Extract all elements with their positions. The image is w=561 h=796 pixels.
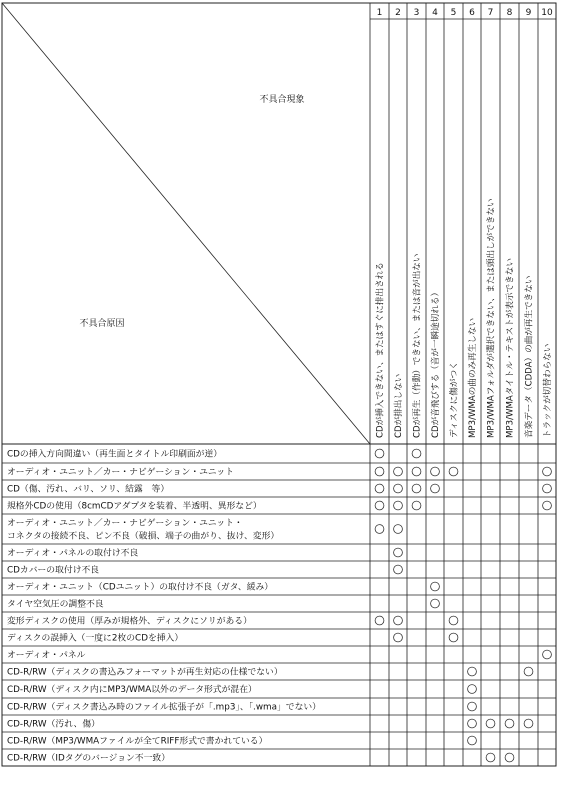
row-cause-label: CD-R/RW（ディスク内にMP3/WMA以外のデータ形式が混在） <box>7 685 257 696</box>
column-number: 1 <box>376 8 383 18</box>
mark-circle-icon <box>505 753 514 762</box>
mark-circle-icon <box>468 685 477 694</box>
mark-circle-icon <box>431 484 440 493</box>
mark-circle-icon <box>505 719 514 728</box>
column-phenomenon-label: MP3/WMAタイトル・テキストが表示できない <box>505 258 516 438</box>
column-phenomenon-label: CDが再生（作動）できない、または音が出ない <box>412 253 423 438</box>
mark-circle-icon <box>394 484 403 493</box>
mark-circle-icon <box>431 467 440 476</box>
mark-circle-icon <box>394 616 403 625</box>
row-cause-label: CD（傷、汚れ、バリ、ソリ、結露 等） <box>7 484 170 495</box>
row-cause-label: CD-R/RW（汚れ、傷） <box>7 719 100 730</box>
column-number: 3 <box>413 8 420 18</box>
mark-circle-icon <box>412 501 421 510</box>
row-cause-label: CDの挿入方向間違い（再生面とタイトル印刷面が逆） <box>7 449 223 460</box>
column-number: 10 <box>541 8 553 18</box>
mark-circle-icon <box>394 525 403 534</box>
mark-circle-icon <box>543 650 552 659</box>
row-cause-label: CD-R/RW（MP3/WMAファイルが全てRIFF形式で書かれている） <box>7 736 268 747</box>
column-phenomenon-label: CDが排出しない <box>394 373 405 438</box>
mark-circle-icon <box>543 484 552 493</box>
column-phenomenon-label: MP3/WMAの曲のみ再生しない <box>468 317 479 438</box>
mark-circle-icon <box>394 633 403 642</box>
column-number: 7 <box>487 8 494 18</box>
mark-circle-icon <box>412 484 421 493</box>
row-cause-label: CDカバーの取付け不良 <box>7 565 100 576</box>
mark-circle-icon <box>468 719 477 728</box>
row-cause-label: CD-R/RW（ディスク書込み時のファイル拡張子が「.mp3」、「.wma」でない） <box>7 702 321 713</box>
mark-circle-icon <box>449 616 458 625</box>
mark-circle-icon <box>468 702 477 711</box>
row-cause-label: コネクタの接続不良、ピン不良（破損、端子の曲がり、抜け、変形） <box>7 531 280 542</box>
mark-circle-icon <box>412 467 421 476</box>
column-phenomenon-label: MP3/WMAフォルダが選択できない、または頭出しができない <box>486 198 497 438</box>
mark-circle-icon <box>543 501 552 510</box>
row-cause-label: CD-R/RW（ディスクの書込みフォーマットが再生対応の仕様でない） <box>7 667 283 678</box>
mark-circle-icon <box>449 633 458 642</box>
column-phenomenon-label: トラックが切替わらない <box>543 343 554 438</box>
mark-circle-icon <box>468 667 477 676</box>
column-phenomenon-label: CDが音飛びする（音が一瞬途切れる） <box>431 287 442 438</box>
row-cause-label: 規格外CDの使用（8cmCDアダプタを装着、半透明、異形など） <box>7 501 262 512</box>
column-number: 6 <box>469 8 475 18</box>
mark-circle-icon <box>449 467 458 476</box>
mark-circle-icon <box>524 667 533 676</box>
corner-diagonal <box>2 3 370 444</box>
mark-circle-icon <box>431 582 440 591</box>
mark-circle-icon <box>375 501 384 510</box>
mark-circle-icon <box>375 449 384 458</box>
row-cause-label: オーディオ・ユニット／カー・ナビゲーション・ユニット・ <box>7 518 243 529</box>
mark-circle-icon <box>375 616 384 625</box>
mark-circle-icon <box>394 548 403 557</box>
mark-circle-icon <box>394 501 403 510</box>
mark-circle-icon <box>375 467 384 476</box>
column-number: 5 <box>450 8 457 18</box>
mark-circle-icon <box>486 753 495 762</box>
row-cause-label: ディスクの誤挿入（一度に2枚のCDを挿入） <box>7 633 184 644</box>
mark-circle-icon <box>468 736 477 745</box>
mark-circle-icon <box>412 449 421 458</box>
mark-circle-icon <box>524 719 533 728</box>
mark-circle-icon <box>543 467 552 476</box>
row-cause-label: オーディオ・ユニット（CDユニット）の取付け不良（ガタ、緩み） <box>7 582 274 593</box>
column-number: 9 <box>525 8 532 18</box>
mark-circle-icon <box>394 565 403 574</box>
column-phenomenon-label: 音楽データ（CDDA）の曲が再生できない <box>524 275 535 438</box>
corner-bottom-label: 不具合原因 <box>79 319 125 329</box>
mark-circle-icon <box>375 525 384 534</box>
corner-top-label: 不具合現象 <box>259 95 305 105</box>
mark-circle-icon <box>375 484 384 493</box>
row-cause-label: オーディオ・パネル <box>7 650 86 661</box>
column-number: 8 <box>506 8 513 18</box>
column-number: 4 <box>432 8 438 18</box>
mark-circle-icon <box>431 599 440 608</box>
column-number: 2 <box>395 8 401 18</box>
row-cause-label: オーディオ・パネルの取付け不良 <box>7 548 139 559</box>
mark-circle-icon <box>394 467 403 476</box>
column-phenomenon-label: ディスクに傷がつく <box>449 361 460 438</box>
mark-circle-icon <box>486 719 495 728</box>
column-phenomenon-label: CDが挿入できない、またはすぐに排出される <box>375 262 386 438</box>
row-cause-label: タイヤ空気圧の調整不良 <box>7 599 104 610</box>
row-cause-label: 変形ディスクの使用（厚みが規格外、ディスクにソリがある） <box>7 616 252 627</box>
row-cause-label: オーディオ・ユニット／カー・ナビゲーション・ユニット <box>7 467 234 478</box>
row-cause-label: CD-R/RW（IDタグのバージョン不一致） <box>7 753 170 764</box>
